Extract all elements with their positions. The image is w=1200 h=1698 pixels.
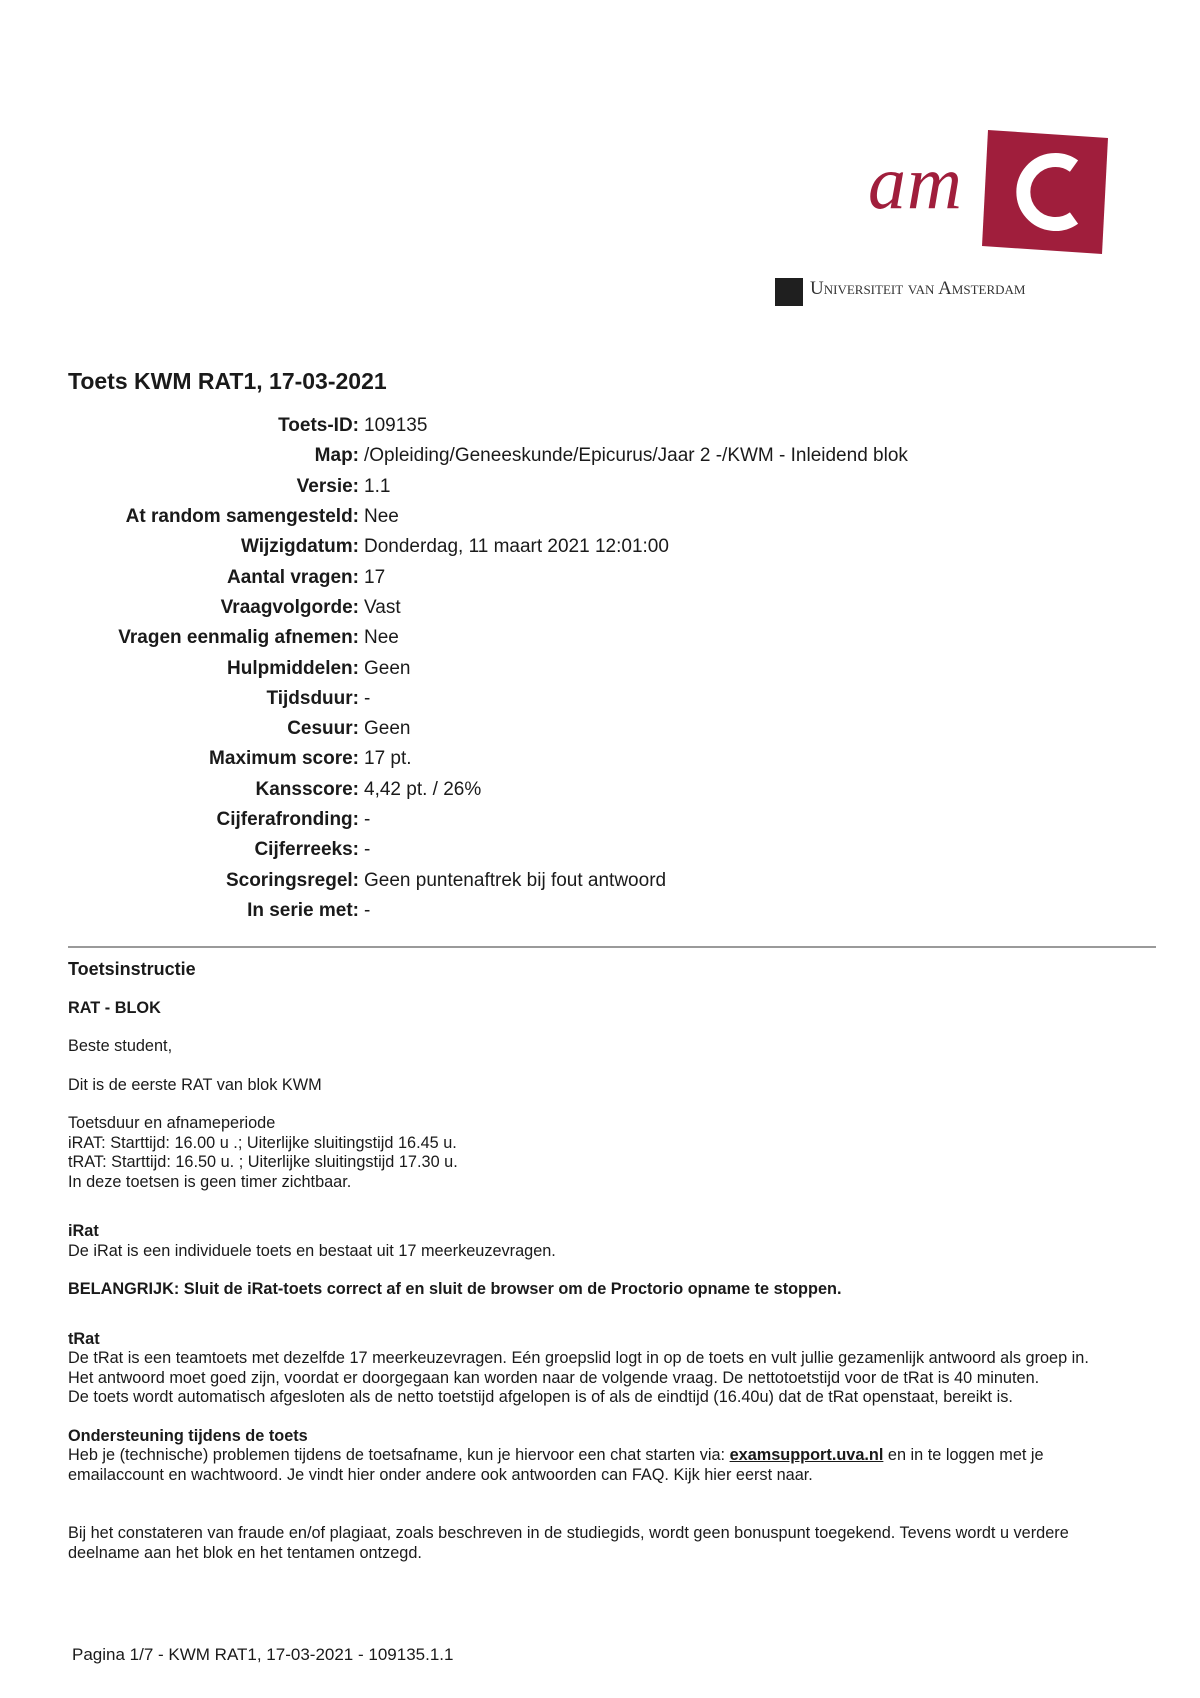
irat-heading: iRat [68, 1222, 99, 1240]
meta-value: 17 [364, 566, 386, 588]
meta-value: 109135 [364, 415, 428, 437]
uva-emblem-icon [775, 278, 803, 306]
meta-row-versie [68, 472, 968, 502]
meta-row-in-serie-met [68, 896, 968, 926]
meta-row-tijdsduur [68, 684, 968, 714]
meta-value: Vast [364, 596, 401, 618]
block-heading: RAT - BLOK [68, 998, 161, 1017]
meta-label: Cesuur: [287, 718, 359, 740]
meta-label: At random samengesteld: [125, 506, 359, 528]
support-text-line-1 [68, 1446, 1156, 1466]
no-timer-text: In deze toetsen is geen timer zichtbaar. [68, 1172, 352, 1191]
meta-value: - [364, 687, 371, 709]
meta-row-vraagvolgorde [68, 593, 968, 623]
page-footer: Pagina 1/7 - KWM RAT1, 17-03-2021 - 109135.1.1 [72, 1645, 454, 1664]
meta-label: Wijzigdatum: [240, 536, 359, 558]
meta-label: Maximum score: [209, 748, 359, 770]
university-name: Universiteit van Amsterdam [810, 278, 1026, 299]
meta-label: Hulpmiddelen: [227, 657, 359, 679]
meta-label: Toets-ID: [278, 415, 359, 437]
meta-value: Nee [364, 506, 399, 528]
meta-row-kansscore [68, 775, 968, 805]
meta-label: Cijferafronding: [216, 809, 359, 830]
meta-value: 17 pt. [364, 748, 412, 770]
meta-label: Cijferreeks: [254, 839, 359, 861]
amc-logo-mark [982, 128, 1110, 256]
intro-text: Dit is de eerste RAT van blok KWM [68, 1075, 322, 1094]
trat-time: tRAT: Starttijd: 16.50 u. ; Uiterlijke sluitingstijd 17.30 u. [68, 1153, 458, 1171]
meta-value: Geen [364, 657, 411, 679]
trat-text-line-3: De toets wordt automatisch afgesloten als de netto toetstijd afgelopen is of als de eindtijd (16.40u) dat de tRat openstaat, bereikt is. [68, 1388, 1013, 1406]
meta-row-at-random [68, 502, 968, 532]
meta-row-toets-id [68, 411, 968, 441]
meta-label: Versie: [296, 475, 359, 497]
irat-time: iRAT: Starttijd: 16.00 u .; Uiterlijke sluitingstijd 16.45 u. [68, 1133, 457, 1152]
section-divider [68, 946, 1156, 948]
meta-label: Tijdsduur: [266, 687, 359, 709]
meta-value: 4,42 pt. / 26% [364, 778, 482, 800]
trat-text-line-1: De tRat is een teamtoets met dezelfde 17 meerkeuzevragen. Eén groepslid logt in op de toets en vult jullie gezamenlijk antwoord als groep in. [68, 1349, 1089, 1367]
meta-value: Geen [364, 718, 411, 740]
important-notice: BELANGRIJK: Sluit de iRat-toets correct af en sluit de browser om de Proctorio opname te stoppen. [68, 1280, 842, 1298]
support-text-line-2: emailaccount en wachtwoord. Je vindt hier onder andere ook antwoorden can FAQ. Kijk hier eerst naar. [68, 1465, 813, 1484]
meta-label: Aantal vragen: [227, 566, 359, 588]
trat-text-line-2: Het antwoord moet goed zijn, voordat er doorgegaan kan worden naar de volgende vraag. De nettotoetstijd voor de tRat is 40 minuten. [68, 1368, 1040, 1387]
meta-row-map [68, 441, 968, 471]
support-text-post: en in te loggen met je [883, 1446, 1044, 1464]
examsupport-link[interactable]: examsupport.uva.nl [729, 1446, 884, 1464]
meta-row-maximum-score [68, 744, 968, 774]
meta-value: - [364, 809, 371, 830]
meta-value: /Opleiding/Geneeskunde/Epicurus/Jaar 2 -/KWM - Inleidend blok [364, 445, 908, 467]
meta-value: - [364, 899, 371, 921]
meta-value: Geen puntenaftrek bij fout antwoord [364, 869, 667, 891]
fraud-text-line-2: deelname aan het blok en het tentamen ontzegd. [68, 1543, 422, 1562]
fraud-text-line-1: Bij het constateren van fraude en/of plagiaat, zoals beschreven in de studiegids, wordt geen bonuspunt toegekend. Tevens wordt u verdere [68, 1524, 1069, 1542]
meta-label: Vragen eenmalig afnemen: [118, 627, 359, 649]
meta-label: Map: [314, 445, 359, 467]
trat-heading: tRat [68, 1329, 100, 1348]
meta-value: Nee [364, 627, 399, 649]
meta-row-wijzigdatum [68, 532, 968, 562]
meta-row-eenmalig [68, 623, 968, 653]
support-text-pre: Heb je (technische) problemen tijdens de toetsafname, kun je hiervoor een chat starten via: [68, 1446, 730, 1464]
meta-value: Donderdag, 11 maart 2021 12:01:00 [364, 536, 669, 558]
irat-text: De iRat is een individuele toets en bestaat uit 17 meerkeuzevragen. [68, 1241, 556, 1260]
meta-label: Kansscore: [255, 778, 359, 800]
meta-row-cesuur [68, 714, 968, 744]
amc-logo-text: am [868, 141, 963, 225]
meta-row-cijferafronding [68, 805, 968, 835]
meta-value: 1.1 [364, 475, 391, 497]
meta-row-scoringsregel [68, 865, 968, 895]
support-heading: Ondersteuning tijdens de toets [68, 1426, 308, 1445]
instructions-heading: Toetsinstructie [68, 959, 196, 979]
test-instructions [68, 960, 1156, 1563]
meta-row-aantal-vragen [68, 562, 968, 592]
meta-label: Vraagvolgorde: [220, 596, 359, 618]
test-metadata [68, 411, 968, 926]
meta-label: Scoringsregel: [225, 869, 359, 891]
meta-label: In serie met: [247, 899, 359, 921]
greeting: Beste student, [68, 1037, 173, 1055]
duration-heading: Toetsduur en afnameperiode [68, 1114, 276, 1132]
meta-row-cijferreeks [68, 835, 968, 865]
amc-logo [770, 118, 1150, 318]
meta-value: - [364, 839, 371, 861]
page-title: Toets KWM RAT1, 17-03-2021 [68, 368, 387, 394]
meta-row-hulpmiddelen [68, 653, 968, 683]
